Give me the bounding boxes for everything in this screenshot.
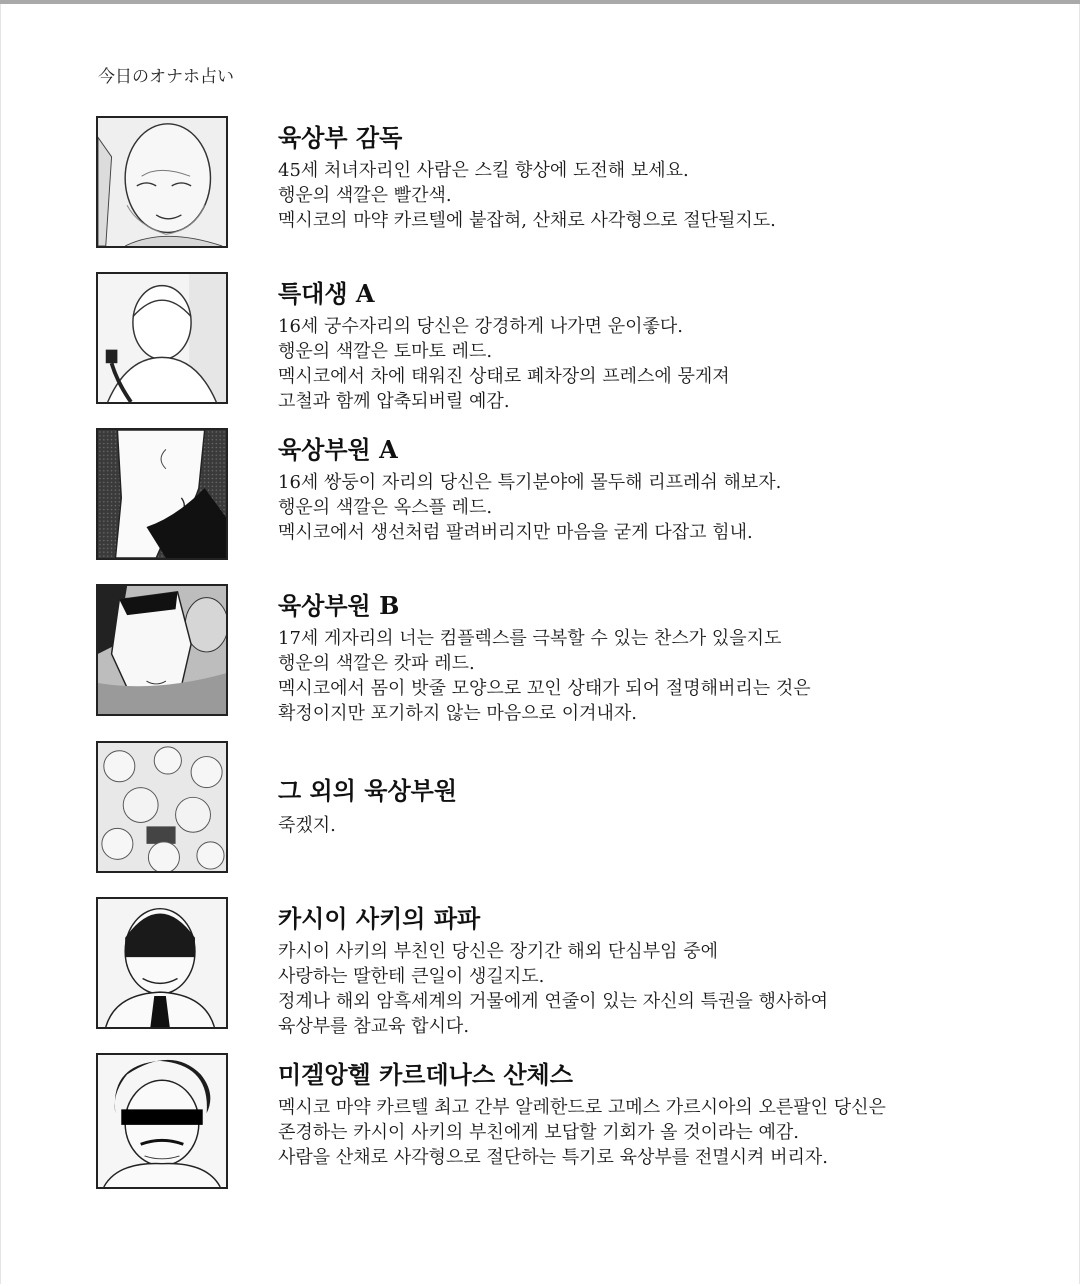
entry-line: 사랑하는 딸한테 큰일이 생길지도.	[278, 966, 545, 987]
entry-line: 멕시코에서 차에 태워진 상태로 폐차장의 프레스에 뭉게져	[278, 366, 730, 387]
entry-description	[278, 813, 336, 838]
entry-title: 미겔앙헬 카르데나스 산체스	[278, 1060, 573, 1089]
entry-line: 멕시코에서 생선처럼 팔려버리지만 마음을 굳게 다잡고 힘내.	[278, 522, 753, 543]
entry-description	[278, 1095, 886, 1170]
entry-line: 존경하는 카시이 사키의 부친에게 보답할 기회가 올 것이라는 예감.	[278, 1122, 799, 1143]
bald-man-portrait-icon	[96, 116, 228, 248]
entry-line: 행운의 색깔은 옥스플 레드.	[278, 497, 493, 518]
entry-title: 카시이 사키의 파파	[278, 904, 481, 933]
entry-line: 멕시코에서 몸이 밧줄 모양으로 꼬인 상태가 되어 절명해버리는 것은	[278, 678, 811, 699]
shadowed-face-portrait-icon	[96, 584, 228, 716]
page-title: 今日のオナホ占い	[98, 67, 234, 87]
entry-line: 행운의 색깔은 캇파 레드.	[278, 653, 475, 674]
entry-description	[278, 626, 811, 726]
entry-line: 육상부를 참교육 합시다.	[278, 1016, 470, 1037]
censored-eyes-portrait-icon	[96, 1053, 228, 1189]
side-profile-portrait-icon	[96, 428, 228, 560]
entry-line: 고철과 함께 압축되버릴 예감.	[278, 391, 510, 412]
entry-line: 17세 게자리의 너는 컴플렉스를 극복할 수 있는 찬스가 있을지도	[278, 628, 782, 649]
entry-title: 육상부원 B	[278, 591, 400, 620]
entry-line: 정계나 해외 암흑세계의 거물에게 연줄이 있는 자신의 특권을 행사하여	[278, 991, 829, 1012]
entry-title: 그 외의 육상부원	[278, 776, 457, 805]
entry-line: 45세 처녀자리인 사람은 스킬 향상에 도전해 보세요.	[278, 160, 689, 181]
entry-description	[278, 470, 781, 545]
entry-description	[278, 939, 828, 1039]
entry-title: 특대생 A	[278, 279, 375, 308]
entry-description	[278, 158, 776, 233]
crowd-portrait-icon	[96, 741, 228, 873]
entry-line: 죽겠지.	[278, 815, 336, 836]
entry-title: 육상부 감독	[278, 123, 403, 152]
man-in-suit-portrait-icon	[96, 897, 228, 1029]
entry-line: 확정이지만 포기하지 않는 마음으로 이겨내자.	[278, 703, 637, 724]
entry-line: 행운의 색깔은 토마토 레드.	[278, 341, 493, 362]
entry-description	[278, 314, 730, 414]
entry-line: 카시이 사키의 부친인 당신은 장기간 해외 단심부임 중에	[278, 941, 718, 962]
entry-line: 사람을 산채로 사각형으로 절단하는 특기로 육상부를 전멸시켜 버리자.	[278, 1147, 829, 1168]
entry-line: 16세 쌍둥이 자리의 당신은 특기분야에 몰두해 리프레쉬 해보자.	[278, 472, 782, 493]
entry-title: 육상부원 A	[278, 435, 398, 464]
faceless-student-portrait-icon	[96, 272, 228, 404]
entry-line: 멕시코의 마약 카르텔에 붙잡혀, 산채로 사각형으로 절단될지도.	[278, 210, 776, 231]
entry-line: 멕시코 마약 카르텔 최고 간부 알레한드로 고메스 가르시아의 오른팔인 당신은	[278, 1097, 886, 1118]
entry-line: 행운의 색깔은 빨간색.	[278, 185, 452, 206]
entry-line: 16세 궁수자리의 당신은 강경하게 나가면 운이좋다.	[278, 316, 683, 337]
